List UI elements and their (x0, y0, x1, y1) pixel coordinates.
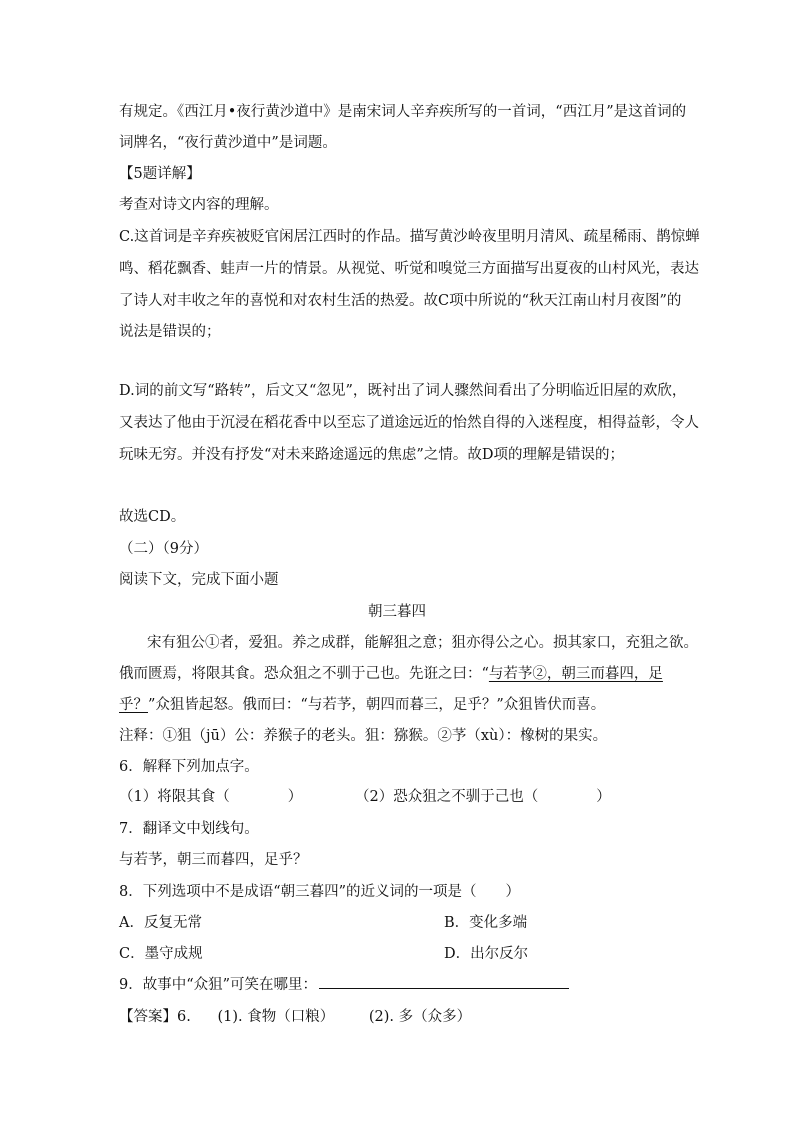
passage-text: ”众狙皆起怒。俄而曰：“与若芧，朝四而暮三，足乎？”众狙皆伏而喜。 (148, 697, 606, 713)
underlined-sentence: 与若芧②，朝三而暮四，足 (488, 666, 663, 682)
option-d: D．出尔反尔 (444, 946, 529, 962)
line-2: 词牌名，“夜行黄沙道中”是词题。 (119, 135, 337, 151)
question-9-text: 9．故事中“众狙”可笑在哪里： (119, 977, 318, 993)
passage-line-1: 宋有狙公①者，爱狙。养之成群，能解狙之意；狙亦得公之心。损其家口，充狙之欲。 (147, 635, 698, 651)
line-7: 了诗人对丰收之年的喜悦和对农村生活的热爱。故C项中所说的“秋天江南山村月夜图”的 (119, 293, 682, 309)
question-7: 7．翻译文中划线句。 (119, 821, 259, 837)
line-14: 阅读下文，完成下面小题 (119, 572, 279, 588)
line-11: 玩味无穷。并没有抒发“对未来路途遥远的焦虑”之情。故D项的理解是错误的； (119, 447, 624, 463)
passage-line-2 (119, 663, 663, 685)
option-c: C．墨守成规 (119, 946, 203, 962)
answer-2: (2). 多（众多） (368, 1009, 472, 1025)
line-10: 又表达了他由于沉浸在稻花香中以至忘了道途远近的怡然自得的入迷程度，相得益彰，令人 (119, 415, 699, 431)
annotation: 注释：①狙（jū）公：养猴子的老头。狙：猕猴。②芧（xù）：橡树的果实。 (119, 728, 608, 744)
line-12: 故选CD。 (119, 509, 186, 525)
line-9: D.词的前文写“路转”，后文又“忽见”，既衬出了词人骤然间看出了分明临近旧屋的欢欣， (119, 383, 687, 399)
answer-1: (1). 食物（口粮） (217, 1009, 335, 1025)
line-5: C.这首词是辛弃疾被贬官闲居江西时的作品。描写黄沙岭夜里明月清风、疏星稀雨、鹊惊蝉 (119, 229, 700, 245)
passage-line-3 (119, 694, 605, 716)
question-8: 8．下列选项中不是成语“朝三暮四”的近义词的一项是（ ） (119, 884, 521, 900)
line-8: 说法是错误的； (119, 324, 221, 340)
line-6: 鸣、稻花飘香、蛙声一片的情景。从视觉、听觉和嗅觉三方面描写出夏夜的山村风光，表达 (119, 261, 699, 277)
section-heading: 【5题详解】 (119, 166, 201, 182)
question-6-part-2: （2）恐众狙之不驯于己也（ ） (355, 789, 611, 805)
answer-label: 【答案】6. (119, 1009, 191, 1025)
answer-line (119, 1006, 471, 1028)
passage-title: 朝三暮四 (368, 604, 426, 620)
question-7-sentence: 与若芧，朝三而暮四，足乎？ (119, 852, 308, 868)
answer-blank-line (319, 976, 569, 989)
line-1: 有规定。《西江月•夜行黄沙道中》是南宋词人辛弃疾所写的一首词，“西江月”是这首词的 (119, 104, 687, 120)
line-4: 考查对诗文内容的理解。 (119, 197, 279, 213)
passage-text: 俄而匮焉，将限其食。恐众狙之不驯于己也。先诳之曰：“ (119, 666, 489, 682)
option-b: B．变化多端 (444, 915, 528, 931)
question-6-part-1: （1）将限其食（ ） (119, 789, 303, 805)
option-a: A．反复无常 (119, 915, 202, 931)
underlined-sentence-end: 乎？ (119, 697, 148, 713)
question-6: 6．解释下列加点字。 (119, 759, 259, 775)
line-13: （二）（9分） (119, 541, 208, 557)
question-9 (119, 974, 569, 996)
